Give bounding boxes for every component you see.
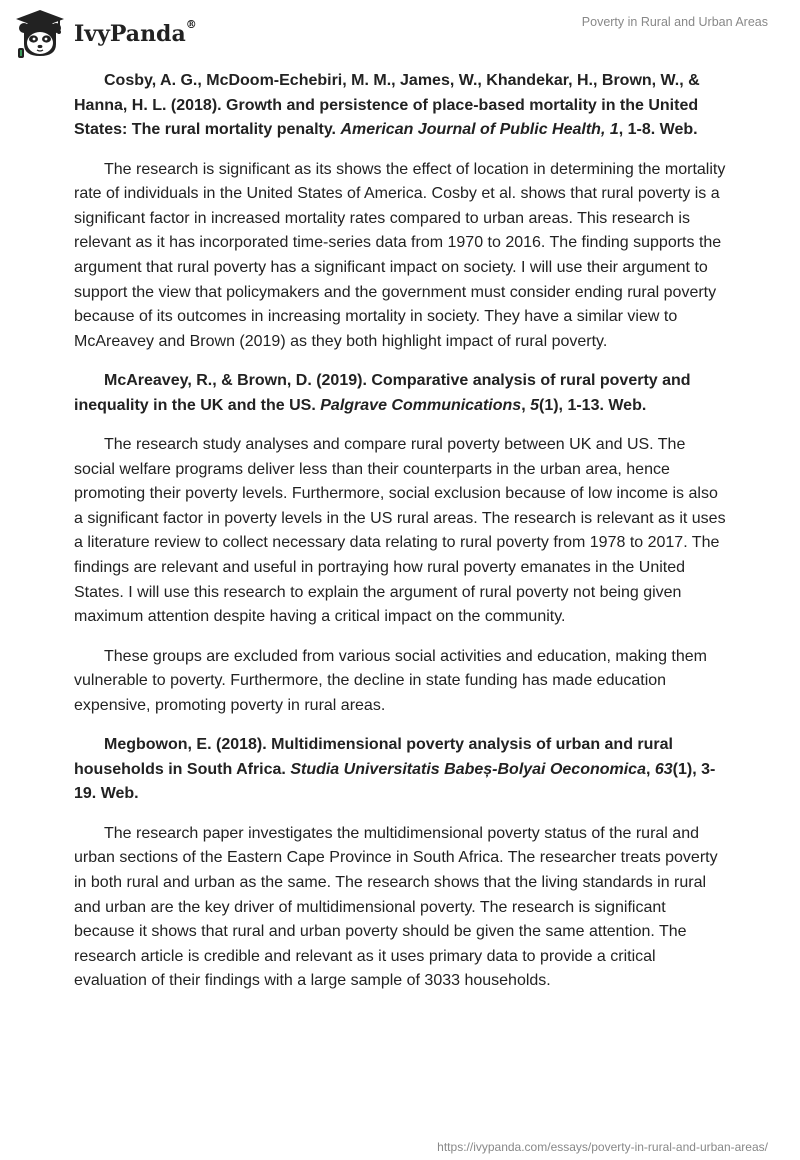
journal-volume: 63: [654, 760, 673, 778]
journal-volume: 5: [530, 396, 539, 414]
ivypanda-logo[interactable]: [14, 8, 197, 60]
brand-name: IvyPanda®: [74, 18, 197, 47]
journal-title: American Journal of Public Health, 1: [340, 121, 619, 139]
source-url[interactable]: https://ivypanda.com/essays/poverty-in-rural-and-urban-areas/: [437, 1140, 768, 1154]
journal-title: Studia Universitatis Babeș-Bolyai Oeconomica: [290, 760, 646, 778]
registered-mark: ®: [185, 18, 197, 31]
reference-cosby: Cosby, A. G., McDoom-Echebiri, M. M., James, W., Khandekar, H., Brown, W., & Hanna, H. L. (2018). Growth and persistence of place-based mortality in the United States: The rural mortality penalty. American Journal of Public Health, 1, 1-8. Web.: [74, 72, 700, 139]
body-paragraph: The research study analyses and compare rural poverty between UK and US. The social welfare programs deliver less than their counterparts in the urban area, hence promoting their poverty levels. Furthermore, social exclusion because of low income is also a significant factor in poverty levels in the US rural areas. The research is relevant as it uses a literature review to collect necessary data relating to rural poverty from 1978 to 2017. The findings are relevant and useful in portraying how rural poverty emanates in the United States. I will use this research to explain the argument of rural poverty not being given maximum attention despite having a critical impact on the community.: [74, 436, 726, 626]
body-paragraph: The research is significant as its shows the effect of location in determining the mortality rate of individuals in the United States of America. Cosby et al. shows that rural poverty is a significant factor in increased mortality rates compared to urban areas. This research is relevant as it has incorporated time-series data from 1970 to 2016. The finding supports the argument that rural poverty has a significant impact on society. I will use their argument to support the view that policymakers and the government must consider ending rural poverty because of its outcomes in increasing mortality in society. They have a similar view to McAreavey and Brown (2019) as they both highlight impact of rural poverty.: [74, 160, 726, 350]
reference-mcareavey: McAreavey, R., & Brown, D. (2019). Comparative analysis of rural poverty and inequality in the UK and the US. Palgrave Communications, 5(1), 1-13. Web.: [74, 372, 691, 414]
panda-graduate-icon: [14, 8, 66, 60]
body-paragraph: The research paper investigates the multidimensional poverty status of the rural and urban sections of the Eastern Cape Province in South Africa. The researcher treats poverty in both rural and urban as the same. The research shows that the living standards in rural and urban are the key driver of multidimensional poverty. The research is significant because it shows that rural and urban poverty should be given the same attention. The research article is credible and relevant as it uses primary data to provide a critical evaluation of their findings with a large sample of 3033 households.: [74, 824, 718, 990]
body-paragraph: These groups are excluded from various social activities and education, making them vulnerable to poverty. Furthermore, the decline in state funding has made education expensive, promoting poverty in rural areas.: [74, 647, 707, 714]
page-header: [0, 0, 800, 70]
journal-title: Palgrave Communications: [320, 396, 522, 414]
document-title: Poverty in Rural and Urban Areas: [581, 15, 768, 29]
reference-megbowon: Megbowon, E. (2018). Multidimensional poverty analysis of urban and rural households in South Africa. Studia Universitatis Babeș-Bolyai Oeconomica, 63(1), 3-19. Web.: [74, 736, 716, 803]
document-body: [74, 69, 728, 1009]
